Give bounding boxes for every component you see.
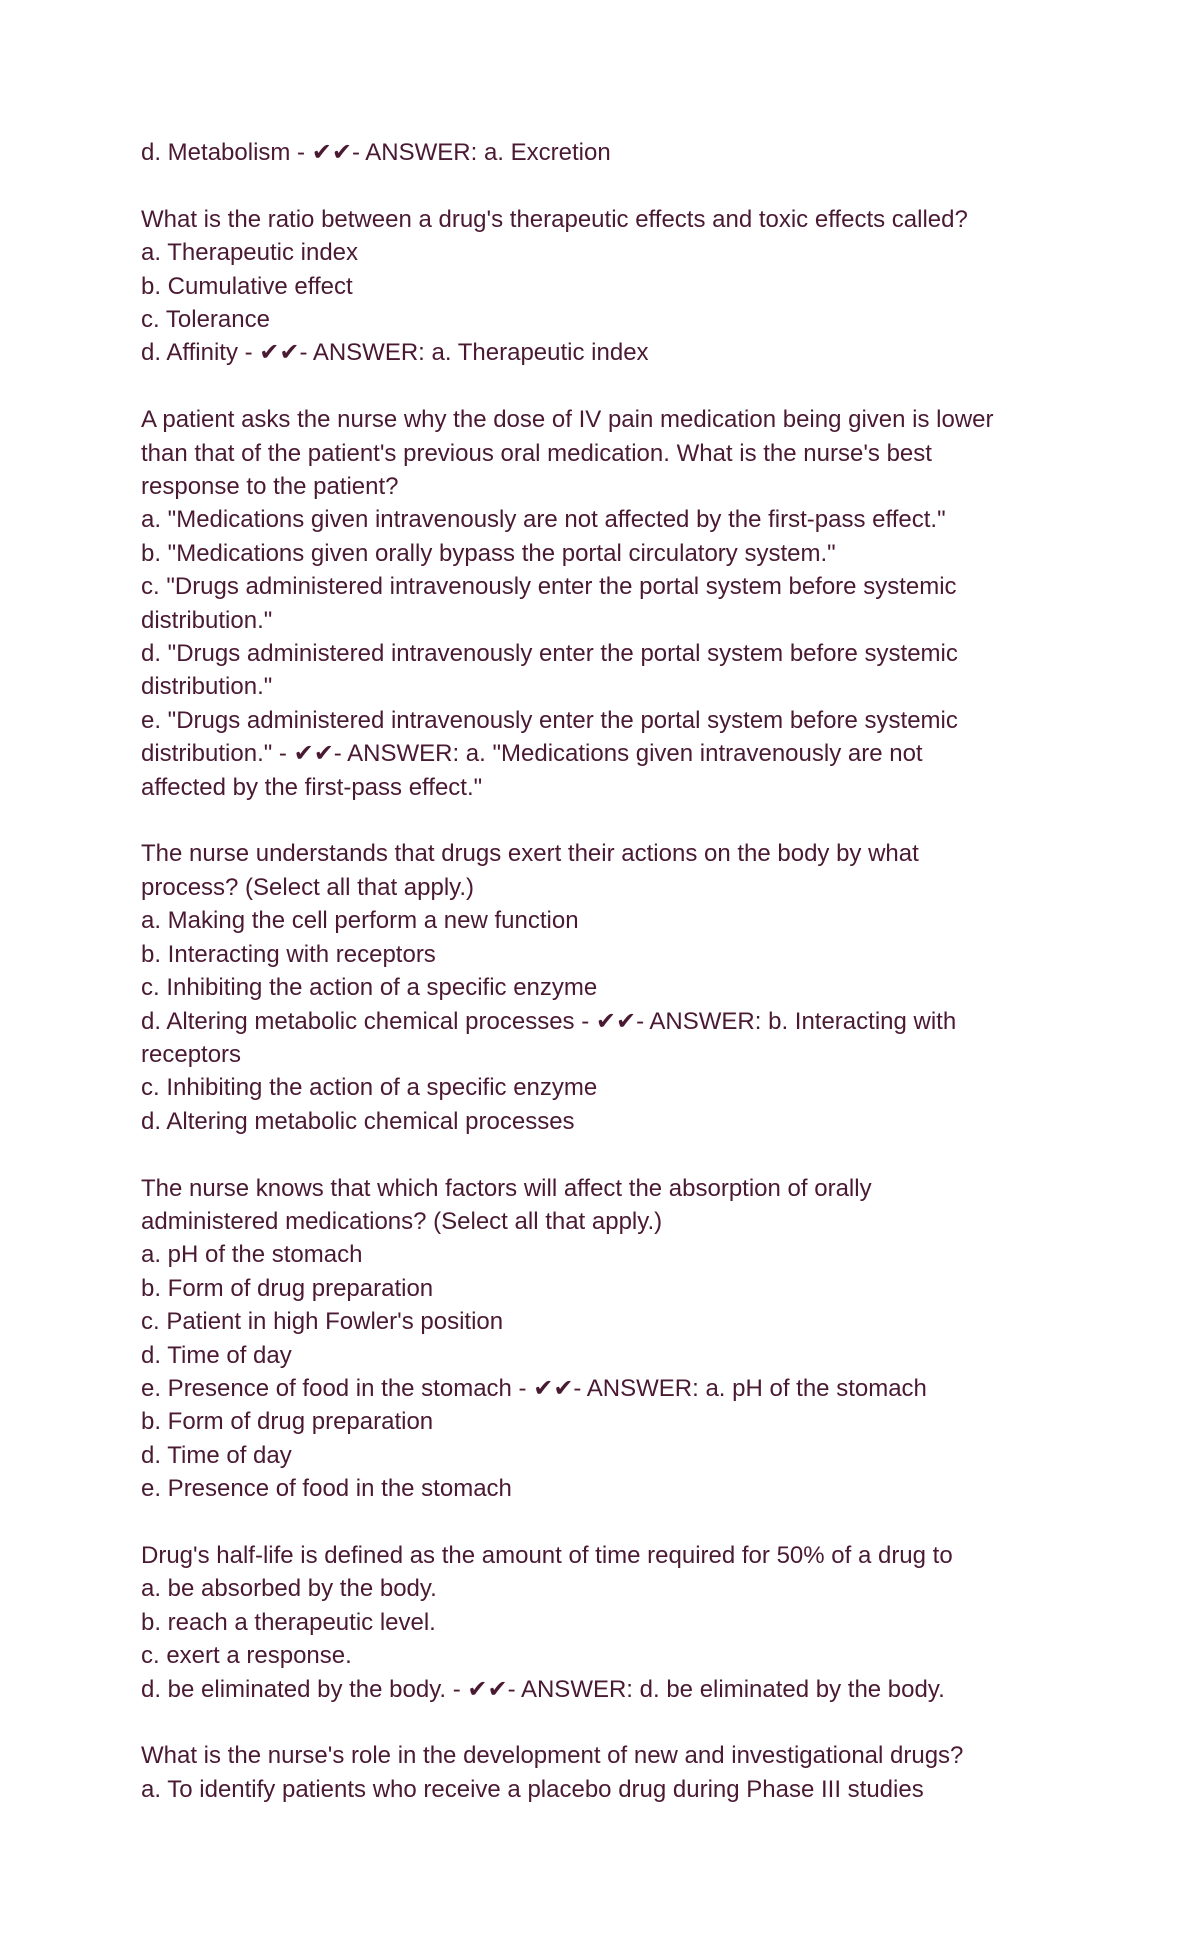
answer-option: a. To identify patients who receive a placebo drug during Phase III studies bbox=[141, 1775, 924, 1803]
answer-option: c. Tolerance bbox=[141, 306, 270, 334]
answer-option: c. Inhibiting the action of a specific enzyme bbox=[141, 1074, 598, 1102]
answer-option: e. Presence of food in the stomach - ✔✔- ANSWER: a. pH of the stomach bbox=[141, 1374, 927, 1402]
answer-option: affected by the first-pass effect." bbox=[141, 773, 483, 801]
question-block-5 bbox=[141, 1539, 1071, 1706]
question-text: than that of the patient's previous oral medication. What is the nurse's best bbox=[141, 439, 932, 467]
answer-option: b. Form of drug preparation bbox=[141, 1408, 434, 1436]
question-text: administered medications? (Select all that apply.) bbox=[141, 1207, 663, 1235]
question-text: A patient asks the nurse why the dose of IV pain medication being given is lower bbox=[141, 406, 994, 434]
answer-option: d. Time of day bbox=[141, 1441, 292, 1469]
question-text: response to the patient? bbox=[141, 473, 399, 501]
answer-option: receptors bbox=[141, 1040, 242, 1068]
question-text: The nurse knows that which factors will affect the absorption of orally bbox=[141, 1174, 872, 1202]
answer-option: b. reach a therapeutic level. bbox=[141, 1608, 436, 1636]
question-text: What is the nurse's role in the development of new and investigational drugs? bbox=[141, 1742, 964, 1770]
answer-option: d. "Drugs administered intravenously enter the portal system before systemic bbox=[141, 640, 958, 668]
question-text: The nurse understands that drugs exert their actions on the body by what bbox=[141, 840, 919, 868]
answer-option: a. be absorbed by the body. bbox=[141, 1575, 437, 1603]
answer-option: d. Altering metabolic chemical processes bbox=[141, 1107, 575, 1135]
question-block-1 bbox=[141, 203, 1071, 370]
answer-option: d. Time of day bbox=[141, 1341, 292, 1369]
question-block-4 bbox=[141, 1172, 1071, 1506]
question-text: What is the ratio between a drug's therapeutic effects and toxic effects called? bbox=[141, 205, 968, 233]
text-line: d. Metabolism - ✔✔- ANSWER: a. Excretion bbox=[141, 139, 611, 166]
question-text: process? (Select all that apply.) bbox=[141, 873, 475, 901]
question-text: Drug's half-life is defined as the amount of time required for 50% of a drug to bbox=[141, 1541, 953, 1569]
answer-option: c. exert a response. bbox=[141, 1642, 352, 1670]
answer-option: e. Presence of food in the stomach bbox=[141, 1475, 512, 1503]
question-block-6 bbox=[141, 1739, 1071, 1806]
answer-option: d. Affinity - ✔✔- ANSWER: a. Therapeutic index bbox=[141, 339, 649, 367]
answer-option: distribution." bbox=[141, 673, 273, 701]
answer-option: a. Therapeutic index bbox=[141, 239, 359, 267]
answer-option: d. Altering metabolic chemical processes - ✔✔- ANSWER: b. Interacting with bbox=[141, 1007, 957, 1035]
answer-option: a. Making the cell perform a new function bbox=[141, 907, 579, 935]
question-block-2 bbox=[141, 403, 1071, 804]
document-page bbox=[141, 136, 1071, 1840]
answer-option: c. Inhibiting the action of a specific enzyme bbox=[141, 974, 598, 1002]
answer-option: d. be eliminated by the body. - ✔✔- ANSWER: d. be eliminated by the body. bbox=[141, 1675, 945, 1703]
question-block-0 bbox=[141, 136, 1071, 169]
answer-option: b. Form of drug preparation bbox=[141, 1274, 434, 1302]
answer-option: c. Patient in high Fowler's position bbox=[141, 1308, 504, 1336]
answer-option: a. pH of the stomach bbox=[141, 1241, 363, 1269]
question-block-3 bbox=[141, 837, 1071, 1138]
answer-option: a. "Medications given intravenously are not affected by the first-pass effect." bbox=[141, 506, 946, 534]
answer-option: b. "Medications given orally bypass the portal circulatory system." bbox=[141, 539, 836, 567]
answer-option: distribution." - ✔✔- ANSWER: a. "Medications given intravenously are not bbox=[141, 740, 923, 768]
answer-option: distribution." bbox=[141, 606, 273, 634]
answer-option: b. Cumulative effect bbox=[141, 272, 353, 300]
answer-option: b. Interacting with receptors bbox=[141, 940, 436, 968]
answer-option: c. "Drugs administered intravenously enter the portal system before systemic bbox=[141, 573, 957, 601]
answer-option: e. "Drugs administered intravenously enter the portal system before systemic bbox=[141, 706, 958, 734]
